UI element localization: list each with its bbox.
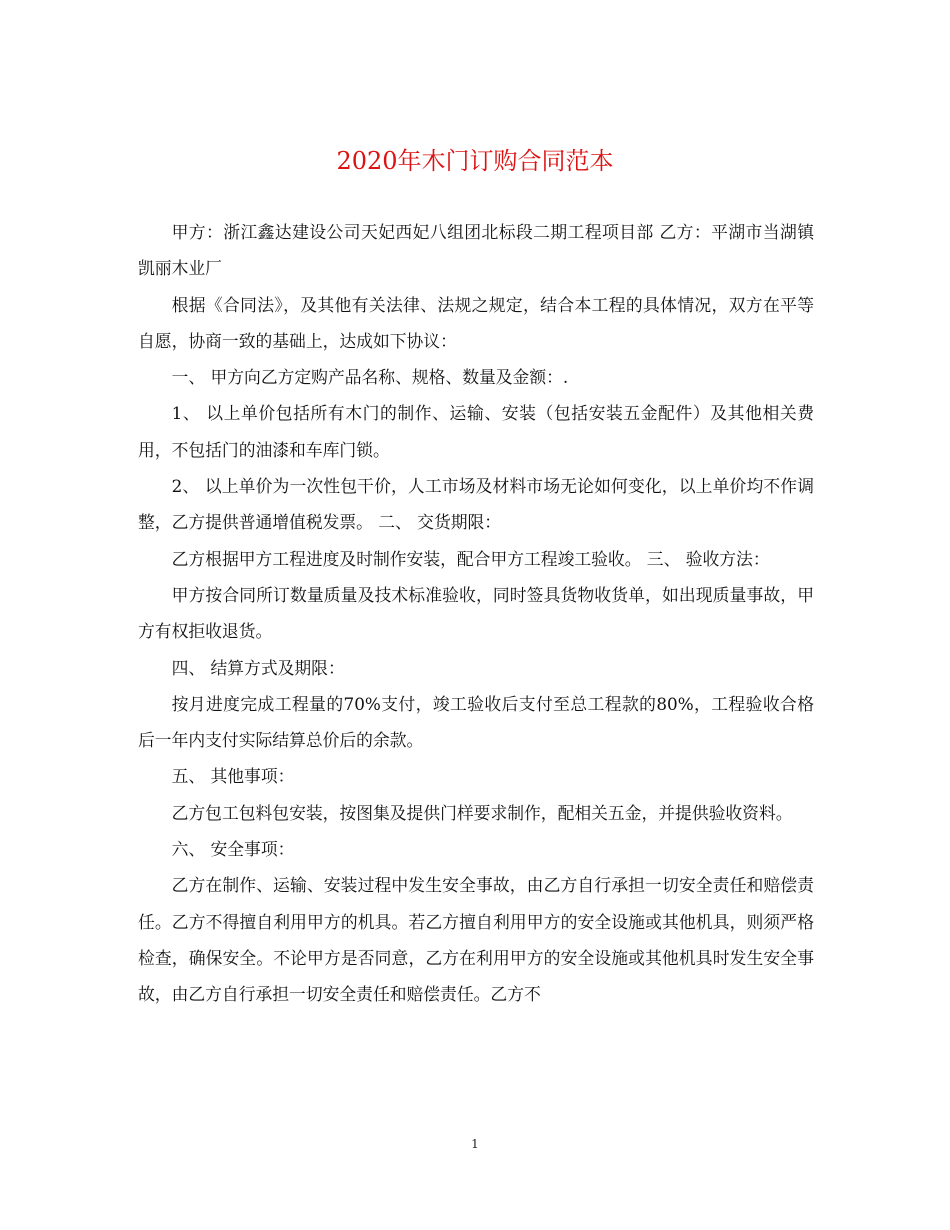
section-heading: 四、 结算方式及期限：	[171, 657, 345, 678]
clause-paragraph: 按月进度完成工程量的70%支付，竣工验收后支付至总工程款的80%，工程验收合格后一年内支付实际结算总价后的余款。	[138, 693, 814, 751]
page-number: 1	[471, 1137, 479, 1151]
section-heading: 五、 其他事项：	[171, 766, 295, 787]
clause-paragraph: 乙方在制作、运输、安装过程中发生安全事故，由乙方自行承担一切安全责任和赔偿责任。乙方不得擅自利用甲方的机具。若乙方擅自利用甲方的安全设施或其他机具，则须严格检查，确保安全。不论甲方是否同意，乙方在利用甲方的安全设施或其他机具时发生安全事故，由乙方自行承担一切安全责任和赔偿责任。乙方不	[138, 875, 814, 1005]
clause-paragraph: 甲方按合同所订数量质量及技术标准验收，同时签具货物收货单，如出现质量事故，甲方有权拒收退货。	[138, 584, 814, 642]
document-title: 2020年木门订购合同范本	[336, 147, 614, 175]
parties-paragraph: 甲方：浙江鑫达建设公司天妃西妃八组团北标段二期工程项目部 乙方：平湖市当湖镇凯丽木业厂	[138, 222, 814, 279]
section-heading: 一、 甲方向乙方定购产品名称、规格、数量及金额：.	[171, 367, 569, 388]
clause-paragraph: 乙方包工包料包安装，按图集及提供门样要求制作，配相关五金，并提供验收资料。	[171, 802, 793, 823]
section-heading: 六、 安全事项：	[171, 839, 295, 860]
clause-paragraph: 乙方根据甲方工程进度及时制作安装，配合甲方工程竣工验收。 三、 验收方法：	[171, 548, 770, 569]
document-body	[138, 214, 814, 1013]
clause-paragraph: 2、 以上单价为一次性包干价，人工市场及材料市场无论如何变化，以上单价均不作调整，乙方提供普通增值税发票。 二、 交货期限：	[138, 476, 814, 533]
clause-paragraph: 1、 以上单价包括所有木门的制作、运输、安装（包括安装五金配件）及其他相关费用，不包括门的油漆和车库门锁。	[138, 403, 814, 460]
preamble-paragraph: 根据《合同法》，及其他有关法律、法规之规定，结合本工程的具体情况，双方在平等自愿，协商一致的基础上，达成如下协议：	[138, 294, 814, 351]
